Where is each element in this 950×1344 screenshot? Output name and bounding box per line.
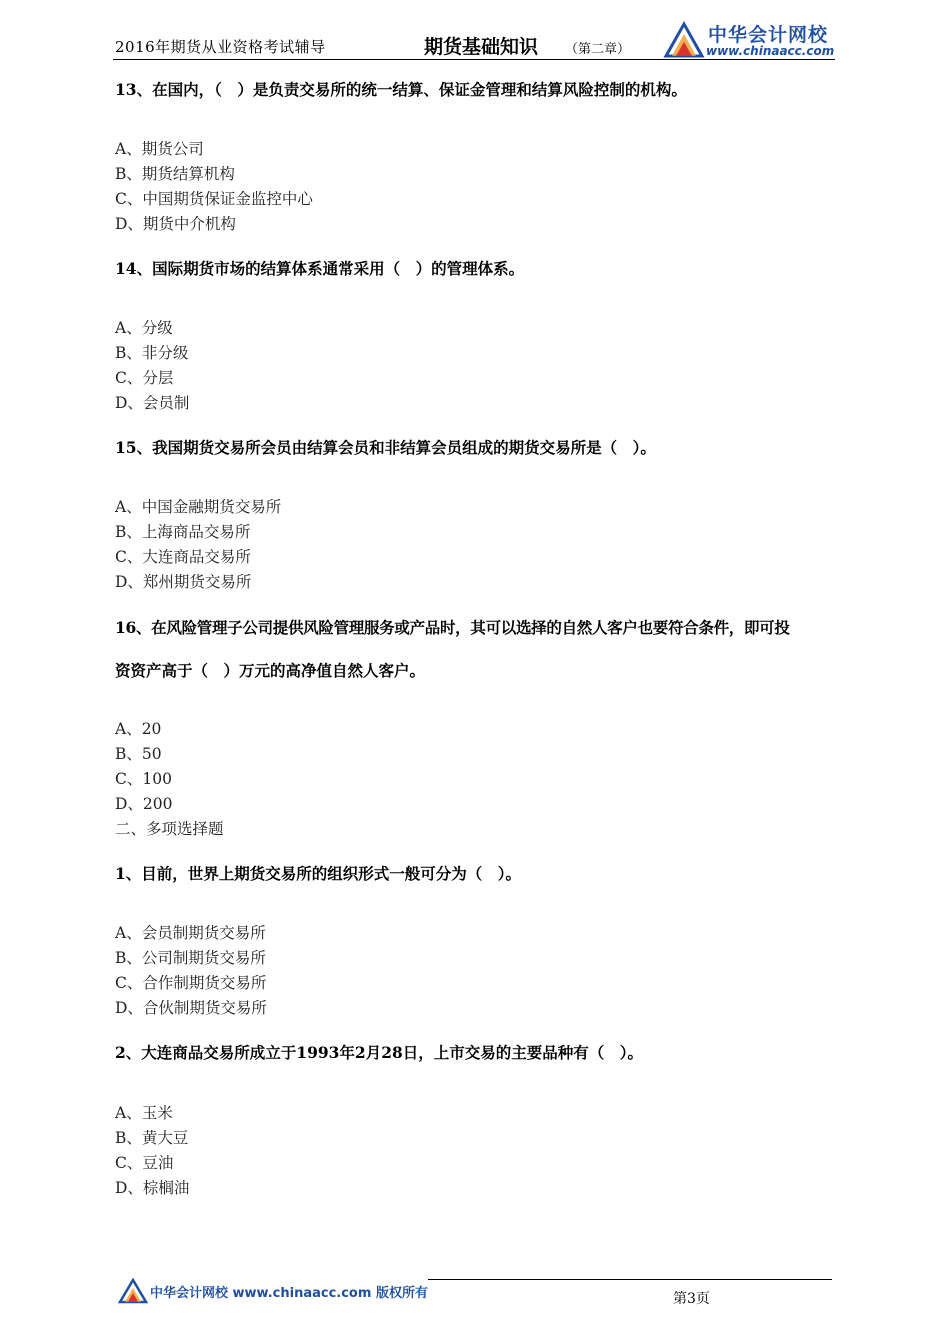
footer-rule [428,1279,832,1280]
question-15: 15、我国期货交易所会员由结算会员和非结算会员组成的期货交易所是（ ）。 [115,438,656,457]
option-d: D、期货中介机构 [115,215,236,233]
header-title: 期货基础知识 [424,36,539,58]
option-d: D、会员制 [115,394,190,412]
option-b: B、上海商品交易所 [115,523,251,541]
option-c: C、豆油 [115,1154,174,1172]
question-16-line1: 16、在风险管理子公司提供风险管理服务或产品时，其可以选择的自然人客户也要符合条件，即可投 [115,618,790,637]
option-a: A、期货公司 [115,140,204,158]
footer-copyright: 中华会计网校 www.chinaacc.com 版权所有 [150,1286,428,1301]
option-c: C、大连商品交易所 [115,548,251,566]
option-d: D、200 [115,795,173,813]
option-a: A、会员制期货交易所 [115,924,266,942]
option-a: A、中国金融期货交易所 [115,498,282,516]
option-c: C、分层 [115,369,174,387]
header-chapter: （第二章） [565,42,631,57]
option-b: B、期货结算机构 [115,165,235,183]
logo-name: 中华会计网校 [708,24,829,46]
header-course: 2016年期货从业资格考试辅导 [115,38,326,56]
option-d: D、合伙制期货交易所 [115,999,267,1017]
logo-url: www.chinaacc.com [706,44,835,58]
multi-question-1: 1、目前，世界上期货交易所的组织形式一般可分为（ ）。 [115,864,522,883]
option-a: A、分级 [115,319,173,337]
header-rule [113,59,835,60]
option-b: B、50 [115,745,162,763]
option-b: B、黄大豆 [115,1129,189,1147]
option-b: B、公司制期货交易所 [115,949,266,967]
option-a: A、20 [115,720,162,738]
question-14: 14、国际期货市场的结算体系通常采用（ ）的管理体系。 [115,259,525,278]
option-d: D、棕榈油 [115,1179,190,1197]
question-13: 13、在国内，（ ）是负责交易所的统一结算、保证金管理和结算风险控制的机构。 [115,80,687,99]
section-title: 二、多项选择题 [115,820,224,838]
logo-triangle-icon [662,20,706,60]
option-c: C、100 [115,770,172,788]
footer-logo-icon [118,1278,148,1304]
multi-question-2: 2、大连商品交易所成立于1993年2月28日，上市交易的主要品种有（ ）。 [115,1043,644,1062]
page-number: 第3页 [673,1291,710,1307]
option-a: A、玉米 [115,1104,173,1122]
option-b: B、非分级 [115,344,189,362]
question-16-line2: 资资产高于（ ）万元的高净值自然人客户。 [115,661,426,680]
option-d: D、郑州期货交易所 [115,573,252,591]
option-c: C、合作制期货交易所 [115,974,267,992]
option-c: C、中国期货保证金监控中心 [115,190,313,208]
chinaacc-logo [662,20,840,62]
